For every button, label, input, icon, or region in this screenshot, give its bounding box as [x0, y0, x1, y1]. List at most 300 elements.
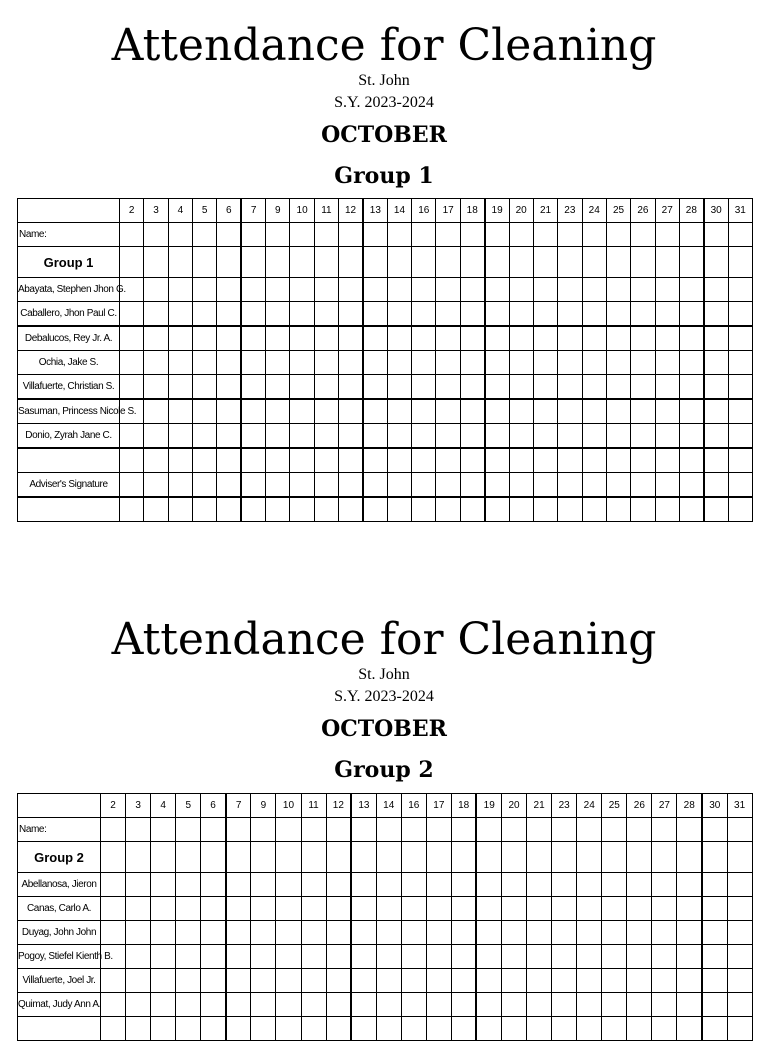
attendance-cell [728, 351, 752, 375]
attendance-cell [276, 873, 301, 897]
attendance-cell [727, 897, 752, 921]
attendance-cell [655, 278, 679, 302]
day-number: 12 [326, 794, 351, 818]
attendance-cell [339, 375, 363, 400]
attendance-cell [704, 302, 728, 327]
attendance-cell [502, 1017, 527, 1041]
attendance-cell [144, 448, 168, 473]
attendance-cell [426, 873, 451, 897]
attendance-cell [631, 497, 655, 522]
attendance-cell [201, 897, 226, 921]
attendance-cell [527, 818, 552, 842]
sheet-title: Attendance for Cleaning [111, 20, 657, 71]
attendance-cell [502, 818, 527, 842]
attendance-cell [151, 945, 176, 969]
attendance-cell [460, 302, 484, 327]
attendance-cell [485, 326, 509, 351]
attendance-cell [606, 278, 630, 302]
name-row [18, 223, 753, 247]
attendance-cell [558, 351, 582, 375]
attendance-cell [460, 326, 484, 351]
attendance-cell [339, 302, 363, 327]
attendance-cell [552, 993, 577, 1017]
attendance-cell [193, 247, 217, 278]
attendance-cell [602, 945, 627, 969]
day-number: 13 [351, 794, 376, 818]
attendance-cell [276, 818, 301, 842]
attendance-cell [376, 897, 401, 921]
attendance-cell [627, 993, 652, 1017]
member-name: Caballero, Jhon Paul C. [18, 302, 120, 327]
attendance-cell [314, 424, 338, 449]
attendance-cell [217, 351, 241, 375]
attendance-cell [476, 1017, 501, 1041]
attendance-cell [376, 842, 401, 873]
attendance-cell [606, 223, 630, 247]
attendance-cell [631, 223, 655, 247]
attendance-cell [326, 818, 351, 842]
attendance-cell [176, 1017, 201, 1041]
sheet-title: Attendance for Cleaning [111, 614, 657, 665]
attendance-cell [606, 473, 630, 498]
attendance-cell [217, 497, 241, 522]
member-name: Sasuman, Princess Nicole S. [18, 399, 120, 424]
attendance-cell [401, 945, 426, 969]
day-number: 2 [120, 199, 144, 223]
attendance-cell [266, 302, 290, 327]
attendance-cell [401, 1017, 426, 1041]
attendance-cell [509, 424, 533, 449]
attendance-cell [606, 497, 630, 522]
day-number: 30 [704, 199, 728, 223]
header-corner-cell [18, 794, 101, 818]
attendance-cell [631, 278, 655, 302]
attendance-cell [363, 424, 387, 449]
attendance-cell [460, 448, 484, 473]
attendance-cell [677, 897, 702, 921]
attendance-cell [217, 326, 241, 351]
attendance-cell [120, 473, 144, 498]
attendance-cell [363, 247, 387, 278]
attendance-cell [533, 399, 557, 424]
attendance-cell [126, 818, 151, 842]
member-row [18, 375, 753, 400]
attendance-cell [451, 818, 476, 842]
attendance-cell [241, 399, 265, 424]
attendance-cell [193, 497, 217, 522]
attendance-cell [126, 921, 151, 945]
attendance-cell [120, 302, 144, 327]
attendance-cell [412, 399, 436, 424]
attendance-cell [351, 818, 376, 842]
attendance-cell [126, 993, 151, 1017]
attendance-cell [314, 223, 338, 247]
member-name: Villafuerte, Joel Jr. [18, 969, 101, 993]
attendance-cell [401, 897, 426, 921]
attendance-cell [527, 945, 552, 969]
attendance-cell [226, 921, 251, 945]
attendance-cell [509, 302, 533, 327]
attendance-cell [485, 399, 509, 424]
member-name: Pogoy, Stiefel Kienth B. [18, 945, 101, 969]
attendance-cell [577, 873, 602, 897]
attendance-cell [460, 375, 484, 400]
attendance-cell [241, 278, 265, 302]
member-row [18, 424, 753, 449]
attendance-grid-wrap [17, 198, 752, 528]
day-number: 14 [387, 199, 411, 223]
attendance-cell [339, 448, 363, 473]
attendance-cell [436, 424, 460, 449]
attendance-cell [387, 424, 411, 449]
attendance-cell [144, 223, 168, 247]
attendance-cell [290, 497, 314, 522]
day-number: 13 [363, 199, 387, 223]
blank-row [18, 1017, 753, 1041]
attendance-cell [193, 326, 217, 351]
attendance-cell [485, 302, 509, 327]
attendance-cell [120, 497, 144, 522]
attendance-cell [704, 247, 728, 278]
member-name: Quimat, Judy Ann A. [18, 993, 101, 1017]
attendance-cell [401, 921, 426, 945]
attendance-cell [436, 497, 460, 522]
attendance-cell [476, 897, 501, 921]
attendance-cell [451, 945, 476, 969]
attendance-cell [655, 448, 679, 473]
attendance-cell [426, 969, 451, 993]
attendance-cell [606, 351, 630, 375]
attendance-cell [251, 897, 276, 921]
attendance-cell [727, 818, 752, 842]
attendance-cell [217, 473, 241, 498]
attendance-cell [702, 842, 727, 873]
attendance-cell [276, 921, 301, 945]
attendance-cell [176, 873, 201, 897]
attendance-cell [241, 223, 265, 247]
attendance-cell [387, 375, 411, 400]
attendance-cell [314, 247, 338, 278]
attendance-cell [679, 375, 703, 400]
attendance-cell [126, 897, 151, 921]
attendance-cell [627, 945, 652, 969]
attendance-cell [582, 375, 606, 400]
attendance-cell [602, 993, 627, 1017]
attendance-cell [533, 351, 557, 375]
attendance-cell [251, 842, 276, 873]
attendance-cell [727, 873, 752, 897]
attendance-cell [314, 448, 338, 473]
attendance-cell [266, 247, 290, 278]
group-label: Group 1 [18, 247, 120, 278]
attendance-cell [476, 993, 501, 1017]
day-number: 19 [485, 199, 509, 223]
attendance-cell [376, 818, 401, 842]
attendance-cell [176, 818, 201, 842]
day-number: 11 [314, 199, 338, 223]
attendance-cell [266, 497, 290, 522]
attendance-cell [376, 969, 401, 993]
attendance-cell [558, 424, 582, 449]
attendance-cell [426, 945, 451, 969]
attendance-table [17, 198, 753, 522]
signature-label: Adviser's Signature [18, 473, 120, 498]
day-number: 27 [652, 794, 677, 818]
attendance-cell [144, 351, 168, 375]
day-number: 18 [460, 199, 484, 223]
attendance-cell [677, 1017, 702, 1041]
attendance-cell [301, 842, 326, 873]
member-row [18, 897, 753, 921]
attendance-cell [326, 873, 351, 897]
day-number: 10 [276, 794, 301, 818]
day-number: 30 [702, 794, 727, 818]
day-number: 23 [558, 199, 582, 223]
member-row [18, 302, 753, 327]
group-label-row [18, 842, 753, 873]
attendance-cell [606, 399, 630, 424]
attendance-cell [339, 399, 363, 424]
attendance-cell [679, 351, 703, 375]
attendance-cell [436, 247, 460, 278]
attendance-cell [201, 969, 226, 993]
attendance-cell [314, 399, 338, 424]
attendance-cell [401, 818, 426, 842]
attendance-cell [627, 897, 652, 921]
attendance-cell [728, 375, 752, 400]
attendance-cell [363, 375, 387, 400]
attendance-cell [727, 1017, 752, 1041]
day-number: 11 [301, 794, 326, 818]
attendance-cell [426, 842, 451, 873]
attendance-cell [314, 497, 338, 522]
attendance-cell [704, 375, 728, 400]
attendance-cell [702, 945, 727, 969]
attendance-cell [485, 351, 509, 375]
attendance-cell [176, 945, 201, 969]
attendance-cell [502, 873, 527, 897]
attendance-cell [602, 921, 627, 945]
school-year: S.Y. 2023-2024 [334, 94, 434, 111]
attendance-cell [552, 921, 577, 945]
attendance-cell [290, 424, 314, 449]
attendance-cell [168, 351, 192, 375]
attendance-grid-wrap [17, 793, 752, 1024]
section-name: St. John [358, 72, 410, 89]
attendance-cell [704, 448, 728, 473]
attendance-cell [679, 223, 703, 247]
attendance-cell [502, 969, 527, 993]
attendance-cell [376, 873, 401, 897]
attendance-cell [226, 969, 251, 993]
day-number: 20 [502, 794, 527, 818]
attendance-cell [728, 278, 752, 302]
attendance-cell [727, 945, 752, 969]
attendance-cell [120, 375, 144, 400]
attendance-cell [533, 302, 557, 327]
attendance-cell [126, 873, 151, 897]
attendance-cell [144, 375, 168, 400]
attendance-cell [387, 473, 411, 498]
attendance-cell [476, 842, 501, 873]
attendance-cell [527, 969, 552, 993]
attendance-cell [193, 399, 217, 424]
attendance-cell [728, 399, 752, 424]
attendance-cell [217, 223, 241, 247]
attendance-cell [276, 945, 301, 969]
attendance-cell [339, 326, 363, 351]
attendance-cell [509, 351, 533, 375]
attendance-cell [290, 302, 314, 327]
attendance-cell [533, 278, 557, 302]
member-name: Canas, Carlo A. [18, 897, 101, 921]
attendance-cell [460, 223, 484, 247]
attendance-cell [401, 969, 426, 993]
attendance-cell [582, 497, 606, 522]
day-number: 14 [376, 794, 401, 818]
attendance-cell [627, 873, 652, 897]
attendance-cell [704, 399, 728, 424]
attendance-cell [351, 1017, 376, 1041]
attendance-cell [631, 473, 655, 498]
attendance-cell [577, 993, 602, 1017]
attendance-cell [168, 448, 192, 473]
group-heading: Group 2 [334, 757, 434, 783]
attendance-cell [290, 473, 314, 498]
attendance-cell [101, 969, 126, 993]
attendance-cell [631, 302, 655, 327]
day-number: 6 [217, 199, 241, 223]
member-name: Ochia, Jake S. [18, 351, 120, 375]
attendance-cell [677, 818, 702, 842]
attendance-cell [460, 247, 484, 278]
attendance-cell [351, 969, 376, 993]
member-name: Villafuerte, Christian S. [18, 375, 120, 400]
attendance-cell [326, 897, 351, 921]
attendance-cell [144, 399, 168, 424]
attendance-cell [120, 326, 144, 351]
attendance-cell [276, 842, 301, 873]
attendance-cell [126, 945, 151, 969]
attendance-cell [652, 842, 677, 873]
attendance-cell [533, 473, 557, 498]
attendance-cell [533, 375, 557, 400]
attendance-cell [509, 497, 533, 522]
day-number: 24 [582, 199, 606, 223]
attendance-cell [193, 278, 217, 302]
day-number: 6 [201, 794, 226, 818]
attendance-cell [176, 921, 201, 945]
attendance-cell [485, 473, 509, 498]
attendance-cell [652, 945, 677, 969]
attendance-cell [702, 897, 727, 921]
attendance-cell [201, 818, 226, 842]
attendance-cell [533, 326, 557, 351]
attendance-cell [558, 399, 582, 424]
attendance-cell [151, 897, 176, 921]
attendance-cell [704, 351, 728, 375]
attendance-cell [168, 473, 192, 498]
attendance-cell [168, 247, 192, 278]
attendance-cell [314, 278, 338, 302]
attendance-cell [241, 424, 265, 449]
member-row [18, 873, 753, 897]
attendance-cell [527, 842, 552, 873]
attendance-cell [679, 497, 703, 522]
group-heading: Group 1 [334, 163, 434, 189]
attendance-cell [527, 897, 552, 921]
attendance-cell [276, 993, 301, 1017]
attendance-cell [533, 247, 557, 278]
member-row [18, 993, 753, 1017]
attendance-cell [582, 473, 606, 498]
attendance-cell [241, 473, 265, 498]
attendance-cell [314, 326, 338, 351]
attendance-cell [485, 247, 509, 278]
attendance-cell [326, 969, 351, 993]
day-number: 7 [241, 199, 265, 223]
attendance-cell [558, 278, 582, 302]
attendance-cell [168, 424, 192, 449]
member-row [18, 351, 753, 375]
attendance-cell [558, 247, 582, 278]
attendance-cell [679, 473, 703, 498]
attendance-cell [412, 302, 436, 327]
attendance-cell [301, 897, 326, 921]
day-number: 17 [426, 794, 451, 818]
day-number: 17 [436, 199, 460, 223]
attendance-cell [677, 945, 702, 969]
attendance-cell [460, 473, 484, 498]
day-number: 10 [290, 199, 314, 223]
member-name: Donio, Zyrah Jane C. [18, 424, 120, 449]
attendance-cell [655, 375, 679, 400]
attendance-cell [677, 873, 702, 897]
attendance-cell [387, 399, 411, 424]
attendance-cell [266, 448, 290, 473]
signature-space-row [18, 497, 753, 522]
attendance-cell [533, 497, 557, 522]
attendance-cell [120, 448, 144, 473]
attendance-cell [339, 473, 363, 498]
attendance-cell [276, 969, 301, 993]
attendance-cell [290, 375, 314, 400]
day-number: 18 [451, 794, 476, 818]
member-row [18, 278, 753, 302]
member-row [18, 399, 753, 424]
attendance-cell [655, 497, 679, 522]
attendance-cell [241, 448, 265, 473]
attendance-cell [226, 842, 251, 873]
attendance-cell [558, 448, 582, 473]
attendance-cell [527, 921, 552, 945]
attendance-cell [351, 897, 376, 921]
attendance-cell [704, 326, 728, 351]
member-row [18, 921, 753, 945]
attendance-cell [679, 247, 703, 278]
attendance-cell [577, 921, 602, 945]
attendance-cell [251, 969, 276, 993]
attendance-cell [412, 326, 436, 351]
attendance-cell [168, 399, 192, 424]
attendance-cell [193, 473, 217, 498]
attendance-cell [217, 448, 241, 473]
attendance-cell [241, 497, 265, 522]
attendance-cell [193, 448, 217, 473]
attendance-cell [485, 223, 509, 247]
attendance-cell [251, 818, 276, 842]
attendance-cell [704, 278, 728, 302]
